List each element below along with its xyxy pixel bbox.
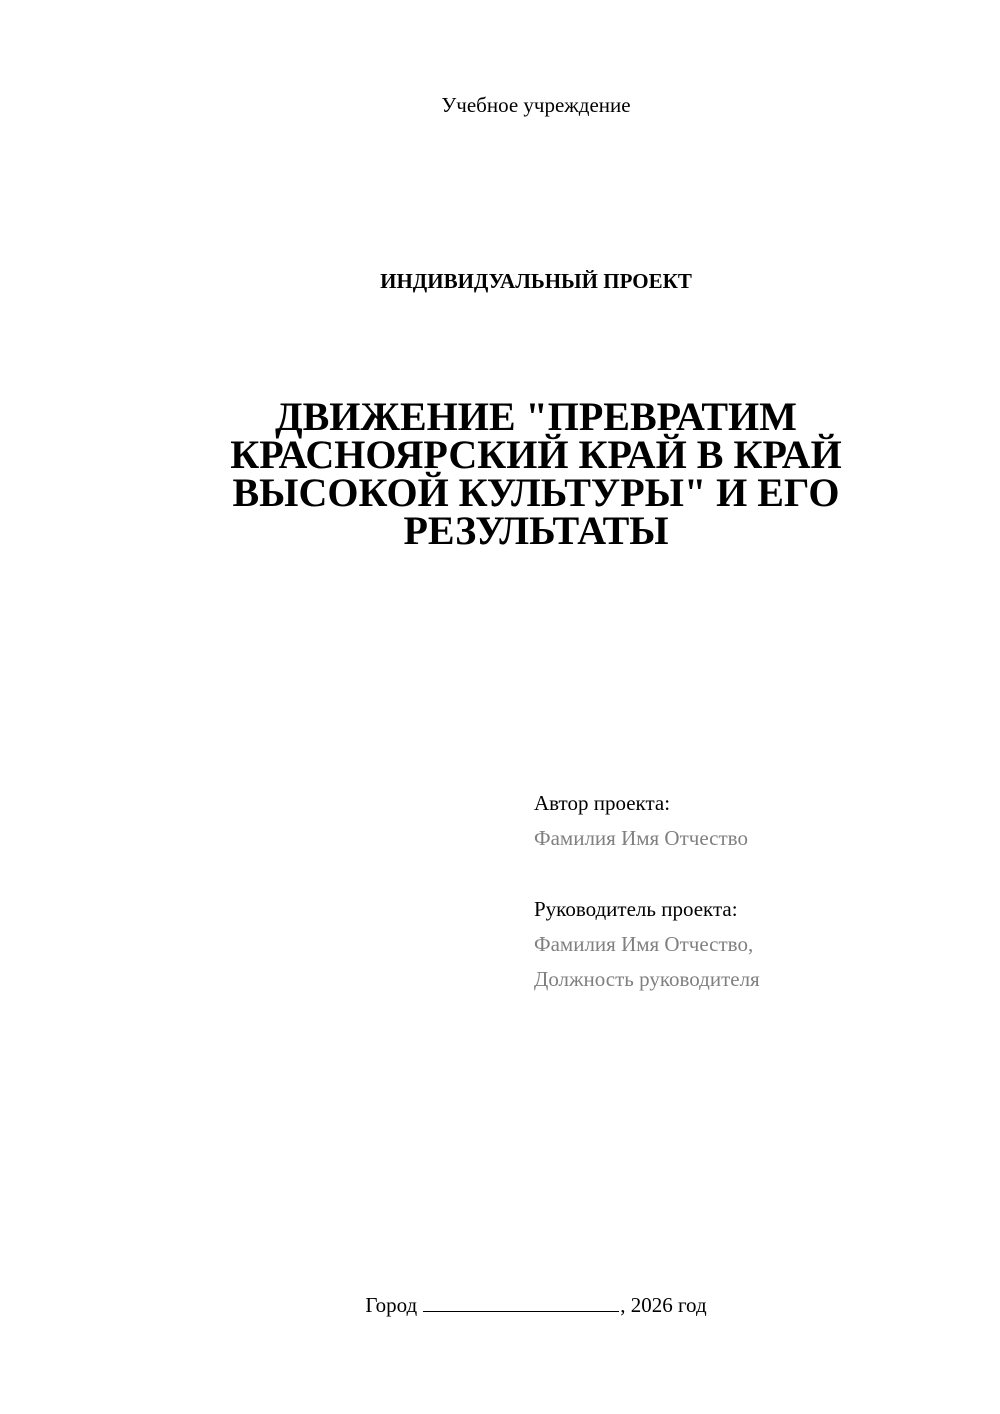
supervisor-position: Должность руководителя bbox=[534, 967, 760, 991]
info-spacer bbox=[534, 856, 974, 892]
footer-city-year bbox=[0, 1289, 1000, 1320]
author-name: Фамилия Имя Отчество bbox=[534, 826, 748, 850]
project-info-block bbox=[534, 786, 974, 997]
institution-name: Учебное учреждение bbox=[441, 93, 631, 117]
document-type: ИНДИВИДУАЛЬНЫЙ ПРОЕКТ bbox=[380, 269, 692, 293]
city-label: Город bbox=[365, 1293, 418, 1317]
supervisor-label: Руководитель проекта: bbox=[534, 897, 738, 921]
city-blank-line bbox=[423, 1289, 619, 1312]
project-title: ДВИЖЕНИЕ "ПРЕВРАТИМ КРАСНОЯРСКИЙ КРАЙ В КРАЙ ВЫСОКОЙ КУЛЬТУРЫ" И ЕГО РЕЗУЛЬТАТЫ bbox=[230, 394, 842, 553]
author-label: Автор проекта: bbox=[534, 791, 671, 815]
supervisor-name: Фамилия Имя Отчество, bbox=[534, 932, 754, 956]
year-text: , 2026 год bbox=[620, 1293, 707, 1317]
